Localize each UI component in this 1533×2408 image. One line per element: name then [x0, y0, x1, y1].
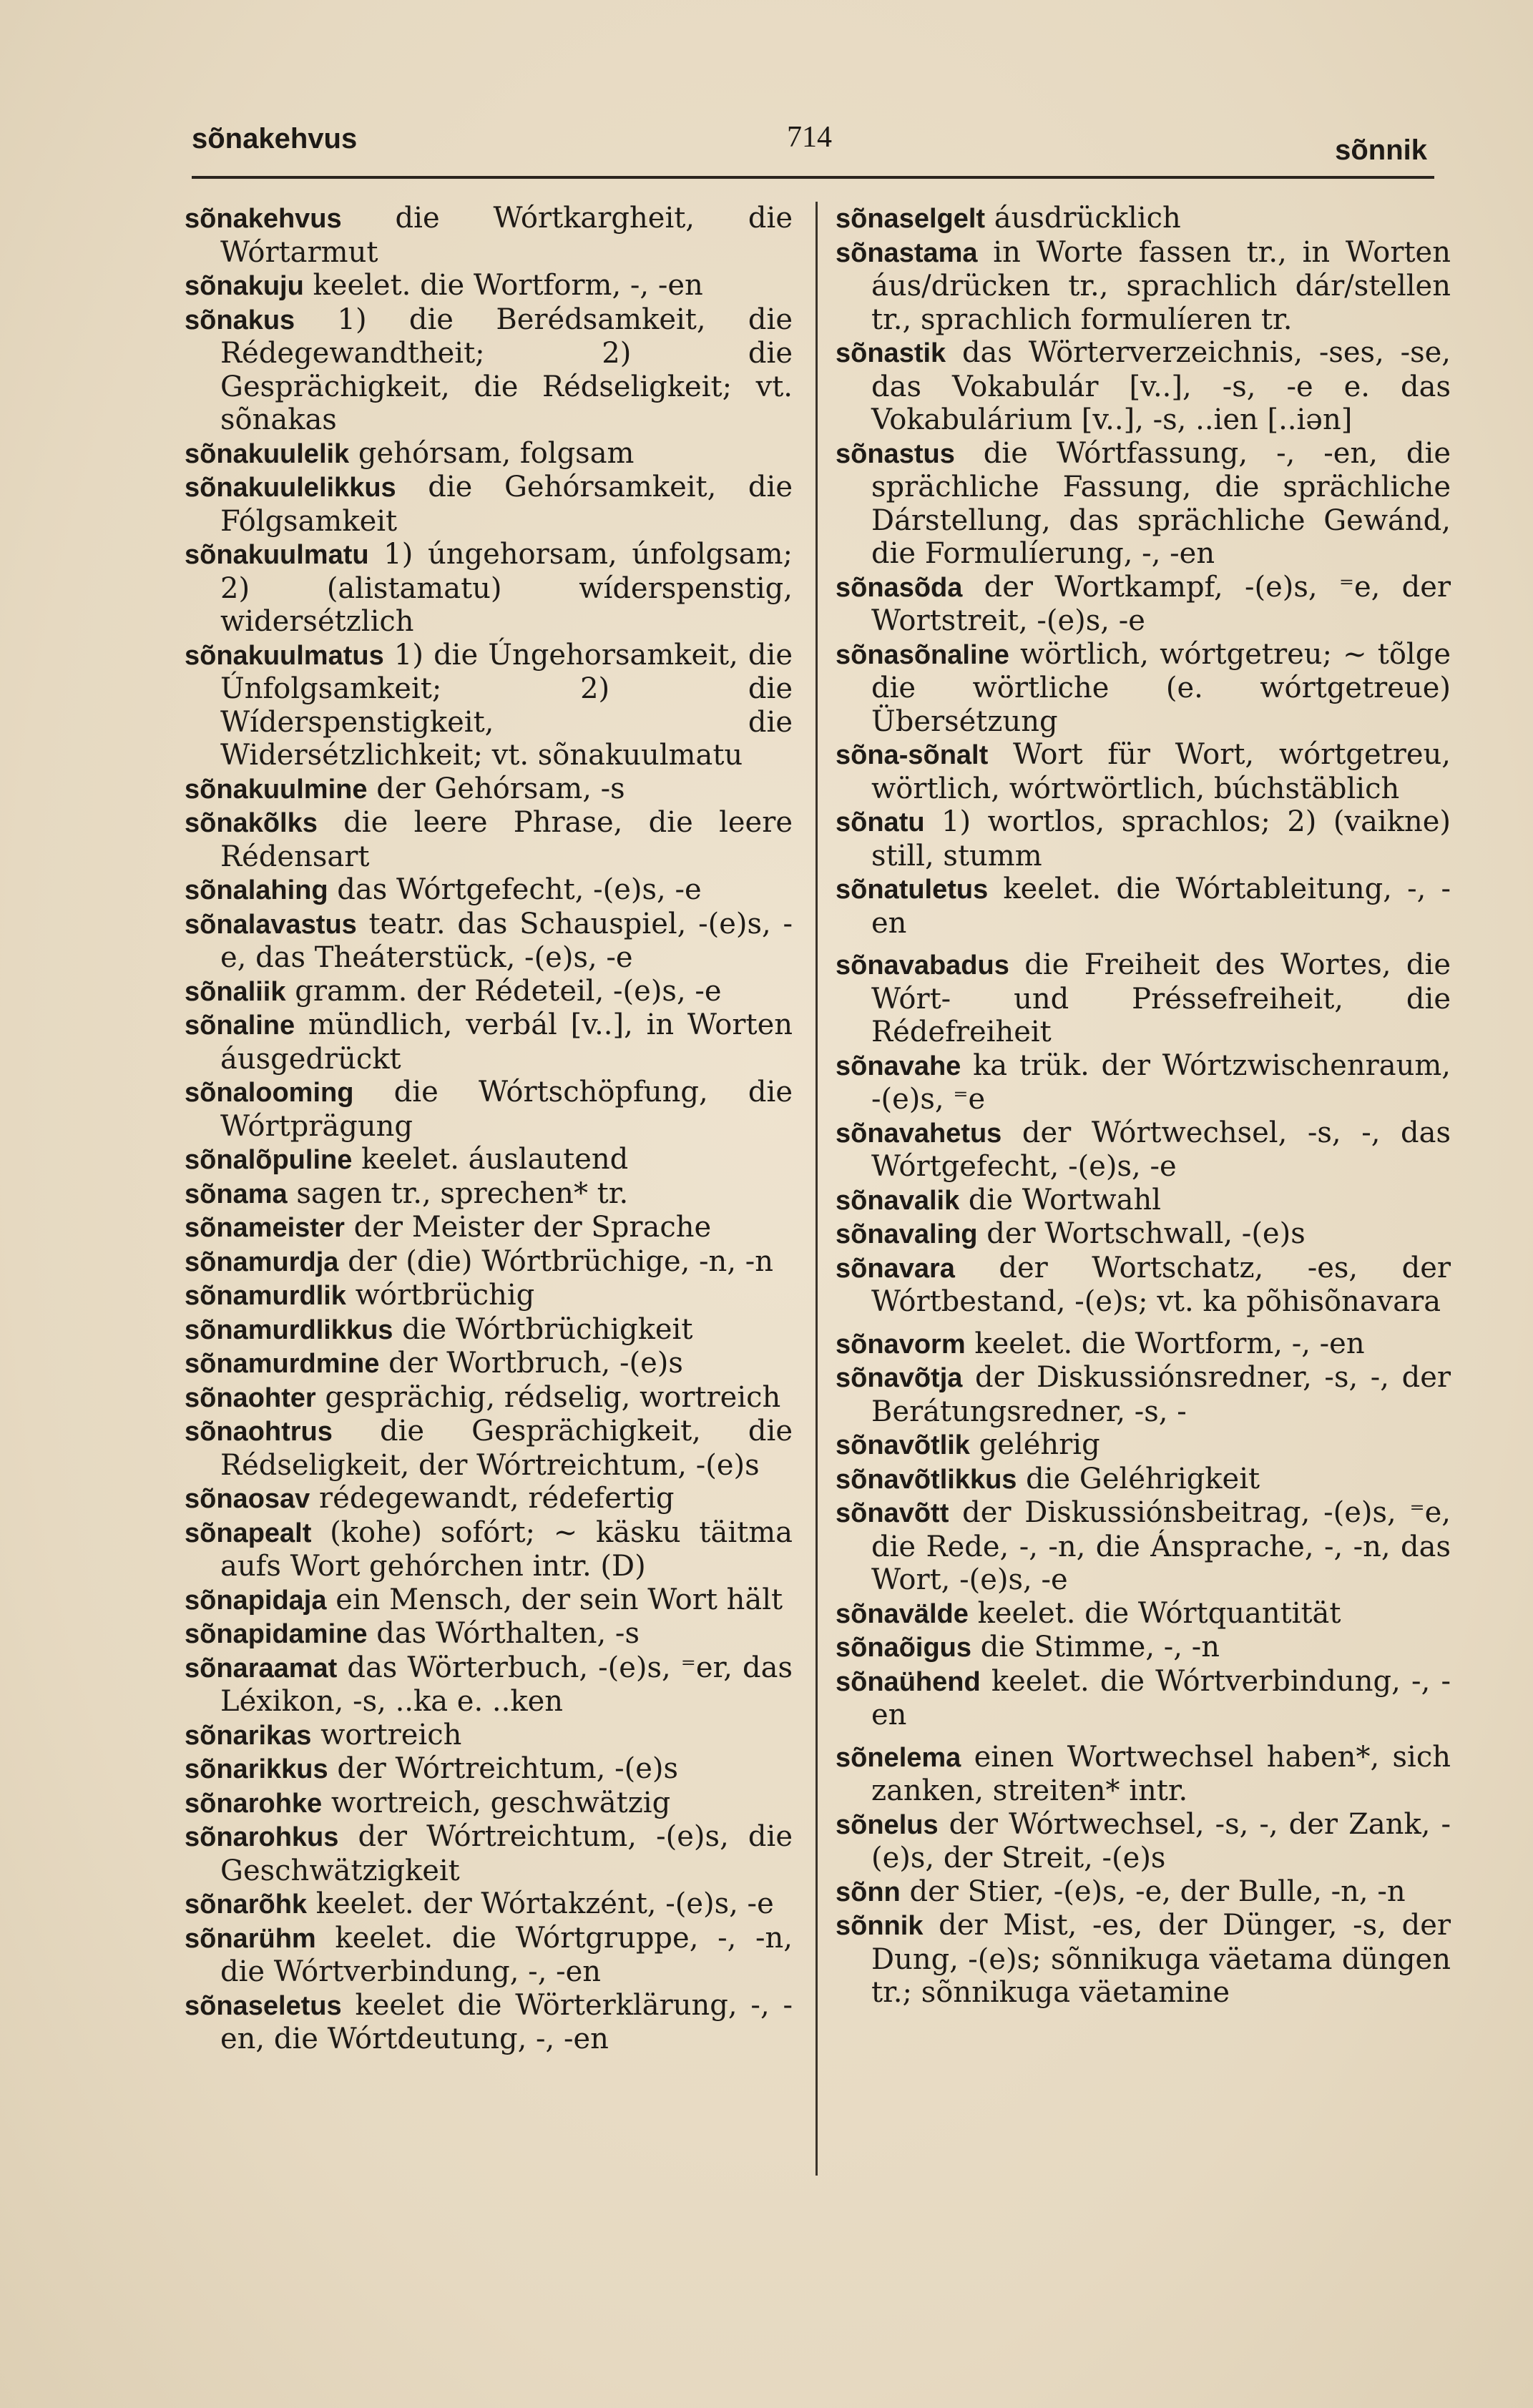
dictionary-entry	[836, 1808, 1451, 1875]
entry-definition: 1) die Berédsamkeit, die Rédegewandtheit; 2) die Gesprächigkeit, die Rédseligkeit; vt. sõnakas	[220, 303, 793, 436]
entry-definition: der Wórtwechsel, -s, -, der Zank, -(e)s, der Streit, -(e)s	[871, 1807, 1451, 1874]
dictionary-entry	[836, 738, 1451, 805]
entry-headword: sõnakus	[185, 305, 295, 335]
entry-headword: sõnakuulelikkus	[185, 473, 396, 503]
entry-definition: keelet. die Wórtableitung, -, -en	[871, 873, 1451, 940]
entry-definition: die leere Phrase, die leere Rédensart	[220, 806, 793, 873]
entry-headword: sõnatuletus	[836, 875, 989, 905]
entry-headword: sõnarõhk	[185, 1889, 308, 1920]
dictionary-entry	[836, 1909, 1451, 2010]
entry-definition: der Wortbruch, -(e)s	[379, 1347, 683, 1380]
page-number: 714	[787, 121, 832, 154]
entry-definition: keelet. die Wórtverbindung, -, -en	[871, 1664, 1451, 1731]
dictionary-entry	[185, 806, 793, 873]
entry-definition: ein Mensch, der sein Wort hält	[326, 1583, 783, 1616]
dictionary-entry	[836, 873, 1451, 940]
dictionary-entry	[185, 1415, 793, 1482]
entry-definition: teatr. das Schauspiel, -(e)s, -e, das Theáterstück, -(e)s, -e	[220, 907, 793, 974]
entry-definition: (kohe) sofórt; ~ käsku täitma aufs Wort gehórchen intr. (D)	[220, 1515, 793, 1583]
dictionary-entry	[836, 1665, 1451, 1732]
dictionary-entry	[185, 1211, 793, 1245]
entry-headword: sõnelus	[836, 1809, 939, 1840]
entry-headword: sõnaohtrus	[185, 1417, 333, 1447]
entry-headword: sõnakuulmatus	[185, 640, 384, 671]
entry-headword: sõnavorm	[836, 1329, 966, 1360]
entry-definition: keelet. die Wortform, -, -en	[303, 269, 703, 302]
right-column	[836, 202, 1451, 2010]
entry-definition: keelet. die Wórtgruppe, -, -n, die Wórtverbindung, -, -en	[220, 1921, 793, 1988]
entry-headword: sõnavõtja	[836, 1363, 963, 1393]
entry-headword: sõnapidamine	[185, 1619, 368, 1649]
dictionary-entry	[836, 1631, 1451, 1665]
dictionary-entry	[185, 1482, 793, 1516]
dictionary-entry	[185, 1381, 793, 1415]
column-divider	[816, 202, 818, 2176]
entry-headword: sõnnik	[836, 1911, 924, 1941]
dictionary-entry	[185, 1820, 793, 1887]
entry-definition: mündlich, verbál [v..], in Worten áusgedrückt	[220, 1008, 793, 1076]
entry-definition: die Gesprächigkeit, die Rédseligkeit, der Wórtreichtum, -(e)s	[220, 1415, 793, 1482]
entry-definition: keelet. áuslautend	[352, 1143, 629, 1176]
dictionary-entry	[185, 269, 793, 303]
dictionary-entry	[185, 1008, 793, 1076]
dictionary-entry	[185, 1177, 793, 1212]
dictionary-entry	[836, 1327, 1451, 1362]
dictionary-entry	[185, 1279, 793, 1313]
dictionary-entry	[836, 1597, 1451, 1631]
entry-headword: sõnavaling	[836, 1219, 978, 1249]
entry-definition: wortreich	[311, 1718, 462, 1751]
dictionary-entry	[836, 202, 1451, 236]
entry-headword: sõnaliik	[185, 976, 286, 1007]
entry-definition: gehórsam, folgsam	[349, 436, 635, 470]
entry-headword: sõnaohter	[185, 1382, 316, 1413]
entry-definition: die Freiheit des Wortes, die Wórt- und Préssefreiheit, die Rédefreiheit	[871, 948, 1451, 1048]
dictionary-entry	[185, 873, 793, 908]
entry-headword: sõnavahe	[836, 1051, 961, 1081]
header-rule	[192, 176, 1434, 179]
dictionary-entry	[185, 1787, 793, 1821]
entry-definition: rédegewandt, rédefertig	[310, 1482, 675, 1515]
entry-definition: der Diskussiónsbeitrag, -(e)s, ⁼e, die Rede, -, -n, die Ánsprache, -, -n, das Wort, -(e)s, -e	[871, 1496, 1451, 1596]
entry-definition: keelet. die Wórtquantität	[968, 1596, 1341, 1630]
entry-definition: der Gehórsam, -s	[367, 772, 625, 805]
entry-definition: die Gehórsamkeit, die Fólgsamkeit	[220, 471, 793, 538]
dictionary-entry	[836, 1741, 1451, 1808]
entry-definition: der Wórtreichtum, -(e)s	[328, 1752, 679, 1785]
entry-definition: der Diskussiónsredner, -s, -, der Berátungsredner, -s, -	[871, 1361, 1451, 1428]
entry-headword: sõnamurdja	[185, 1247, 339, 1277]
entry-definition: der Wórtwechsel, -s, -, das Wórtgefecht, -(e)s, -e	[871, 1116, 1451, 1183]
entry-headword: sõnavõtt	[836, 1498, 949, 1528]
entry-definition: keelet. die Wortform, -, -en	[965, 1327, 1365, 1360]
dictionary-entry	[185, 1245, 793, 1279]
dictionary-entry	[185, 1651, 793, 1719]
dictionary-entry	[185, 303, 793, 437]
entry-definition: der Wortkampf, -(e)s, ⁼e, der Wortstreit, -(e)s, -e	[871, 570, 1451, 637]
entry-headword: sõnakehvus	[185, 204, 342, 234]
dictionary-entry	[836, 1049, 1451, 1116]
entry-headword: sõnavara	[836, 1253, 955, 1284]
dictionary-entry	[185, 639, 793, 772]
entry-headword: sõnalahing	[185, 875, 328, 905]
entry-headword: sõnamurdmine	[185, 1349, 380, 1379]
dictionary-entry	[185, 1887, 793, 1922]
entry-definition: der Wortschatz, -es, der Wórtbestand, -(e)s; vt. ka põhisõnavara	[871, 1251, 1451, 1318]
dictionary-entry	[836, 437, 1451, 571]
dictionary-entry	[185, 1617, 793, 1651]
entry-definition: áusdrücklich	[985, 202, 1181, 235]
entry-definition: die Wórtkargheit, die Wórtarmut	[220, 202, 793, 269]
dictionary-entry	[185, 1752, 793, 1787]
entry-definition: ka trük. der Wórtzwischenraum, -(e)s, ⁼e	[871, 1048, 1451, 1116]
right-guide-word: sõnnik	[1335, 134, 1427, 166]
entry-definition: der Wortschwall, -(e)s	[977, 1217, 1306, 1250]
entry-definition: das Wórthalten, -s	[367, 1617, 640, 1650]
entry-definition: die Wórtschöpfung, die Wórtprägung	[220, 1076, 793, 1143]
entry-headword: sõnalõpuline	[185, 1145, 353, 1175]
entry-headword: sõnavabadus	[836, 950, 1009, 981]
entry-definition: Wort für Wort, wórtgetreu, wörtlich, wórtwörtlich, búchstäblich	[871, 738, 1451, 805]
entry-definition: der (die) Wórtbrüchige, -n, -n	[338, 1244, 774, 1278]
entry-definition: die Stimme, -, -n	[971, 1631, 1220, 1664]
dictionary-entry	[836, 1217, 1451, 1252]
entry-definition: wórtbrüchig	[346, 1279, 535, 1312]
entry-headword: sõnalooming	[185, 1078, 354, 1108]
entry-headword: sõnakõlks	[185, 808, 318, 838]
entry-headword: sõnaseletus	[185, 1990, 342, 2021]
entry-definition: der Wórtreichtum, -(e)s, die Geschwätzigkeit	[220, 1820, 793, 1887]
dictionary-entry	[185, 1347, 793, 1381]
entry-headword: sõnakuju	[185, 271, 304, 301]
dictionary-entry	[185, 1719, 793, 1753]
dictionary-entry	[836, 336, 1451, 437]
entry-definition: in Worte fassen tr., in Worten áus/drücken tr., sprachlich dár/stellen tr., sprachlich formulíeren tr.	[871, 235, 1451, 336]
entry-headword: sõnapidaja	[185, 1585, 327, 1616]
entry-headword: sõnavahetus	[836, 1118, 1002, 1149]
dictionary-entry	[836, 1428, 1451, 1463]
entry-definition: geléhrig	[969, 1428, 1100, 1461]
entry-definition: gesprächig, rédselig, wortreich	[315, 1380, 781, 1414]
dictionary-entry	[836, 1463, 1451, 1497]
entry-definition: der Mist, -es, der Dünger, -s, der Dung, -(e)s; sõnnikuga väetama düngen tr.; sõnnikuga väetamine	[871, 1909, 1451, 2009]
dictionary-entry	[836, 1496, 1451, 1597]
entry-definition: 1) die Úngehorsamkeit, die Únfolgsamkeit; 2) die Wíderspenstigkeit, die Widersétzlichkeit; vt. sõnakuulmatu	[220, 638, 793, 772]
entry-headword: sõnavõtlik	[836, 1430, 970, 1460]
entry-definition: wörtlich, wórtgetreu; ~ tõlge die wörtliche (e. wórtgetreue) Übersétzung	[871, 637, 1451, 738]
dictionary-entry	[836, 638, 1451, 739]
entry-headword: sõnelema	[836, 1742, 961, 1773]
entry-headword: sõnaõigus	[836, 1633, 972, 1663]
dictionary-entry	[185, 437, 793, 471]
dictionary-entry	[185, 975, 793, 1009]
entry-definition: 1) úngehorsam, únfolgsam; 2) (alistamatu) wíderspenstig, widersétzlich	[220, 538, 793, 638]
entry-definition: einen Wortwechsel haben*, sich zanken, streiten* intr.	[871, 1740, 1451, 1807]
entry-headword: sõnamurdlikkus	[185, 1314, 393, 1345]
dictionary-entry	[185, 202, 793, 269]
dictionary-entry	[185, 1922, 793, 1989]
entry-headword: sõnameister	[185, 1213, 345, 1243]
entry-definition: die Wórtfassung, -, -en, die sprächliche Fassung, die sprächliche Dárstellung, das sprächliche Gewánd, die Formulíerung, -, -en	[871, 436, 1451, 570]
entry-definition: das Wörterbuch, -(e)s, ⁼er, das Léxikon, -s, ..ka e. ..ken	[220, 1651, 793, 1718]
entry-headword: sõnastik	[836, 338, 946, 368]
entry-headword: sõnastama	[836, 237, 978, 268]
entry-headword: sõnarikkus	[185, 1754, 328, 1784]
entry-headword: sõna-sõnalt	[836, 740, 989, 770]
dictionary-entry	[185, 1143, 793, 1177]
dictionary-entry	[185, 471, 793, 538]
entry-headword: sõnakuulmatu	[185, 540, 369, 570]
entry-headword: sõnaosav	[185, 1484, 310, 1514]
entry-headword: sõnasõda	[836, 572, 963, 603]
entry-definition: wortreich, geschwätzig	[322, 1786, 671, 1819]
dictionary-entry	[836, 1116, 1451, 1184]
entry-headword: sõnatu	[836, 807, 925, 837]
running-head	[192, 120, 1427, 166]
entry-headword: sõnakuulelik	[185, 438, 350, 469]
dictionary-entry	[185, 1583, 793, 1618]
entry-definition: der Stier, -(e)s, -e, der Bulle, -n, -n	[900, 1874, 1406, 1908]
entry-headword: sõnaühend	[836, 1666, 981, 1697]
entry-headword: sõnarohke	[185, 1788, 323, 1819]
dictionary-entry	[836, 948, 1451, 1049]
entry-headword: sõnalavastus	[185, 909, 357, 940]
dictionary-entry	[185, 772, 793, 807]
dictionary-entry	[836, 571, 1451, 638]
entry-definition: das Wörterverzeichnis, -ses, -se, das Vokabulár [v..], -s, -e e. das Vokabulárium [v..], -s, ..ien [..iən]	[871, 336, 1451, 436]
entry-headword: sõnama	[185, 1179, 288, 1209]
entry-headword: sõnastus	[836, 438, 955, 469]
entry-definition: der Meister der Sprache	[344, 1211, 712, 1244]
entry-headword: sõnamurdlik	[185, 1281, 346, 1311]
entry-headword: sõnakuulmine	[185, 774, 368, 805]
dictionary-entry	[836, 1361, 1451, 1428]
dictionary-entry	[836, 1184, 1451, 1218]
entry-headword: sõnavälde	[836, 1598, 969, 1629]
entry-headword: sõnapealt	[185, 1518, 312, 1548]
entry-headword: sõnaraamat	[185, 1653, 338, 1684]
dictionary-entry	[185, 1989, 793, 2056]
entry-headword: sõnaline	[185, 1011, 295, 1041]
entry-definition: das Wórtgefecht, -(e)s, -e	[328, 873, 702, 906]
left-guide-word: sõnakehvus	[192, 123, 358, 154]
entry-headword: sõnavalik	[836, 1185, 960, 1216]
entry-definition: keelet die Wörterklärung, -, -en, die Wórtdeutung, -, -en	[220, 1988, 793, 2055]
dictionary-entry	[185, 1313, 793, 1347]
entry-definition: 1) wortlos, sprachlos; 2) (vaikne) still, stumm	[871, 805, 1451, 873]
entry-definition: die Wortwahl	[959, 1183, 1162, 1217]
dictionary-entry	[185, 1076, 793, 1143]
entry-headword: sõnaselgelt	[836, 204, 986, 234]
dictionary-entry	[836, 1252, 1451, 1319]
entry-headword: sõnarohkus	[185, 1822, 339, 1852]
entry-definition: keelet. der Wórtakzént, -(e)s, -e	[307, 1887, 774, 1920]
entry-headword: sõnasõnaline	[836, 639, 1009, 670]
entry-headword: sõnarikas	[185, 1720, 312, 1751]
entry-definition: sagen tr., sprechen* tr.	[287, 1176, 629, 1210]
entry-headword: sõnn	[836, 1877, 901, 1907]
entry-definition: gramm. der Rédeteil, -(e)s, -e	[285, 974, 722, 1008]
dictionary-entry	[836, 805, 1451, 873]
dictionary-entry	[185, 1516, 793, 1583]
entry-headword: sõnarühm	[185, 1923, 316, 1954]
entry-definition: die Geléhrigkeit	[1017, 1462, 1260, 1495]
dictionary-entry	[185, 538, 793, 639]
entry-definition: die Wórtbrüchigkeit	[393, 1312, 693, 1346]
left-column	[185, 202, 793, 2056]
dictionary-entry	[836, 1875, 1451, 1910]
entry-headword: sõnavõtlikkus	[836, 1464, 1017, 1495]
dictionary-entry	[836, 236, 1451, 337]
dictionary-entry	[185, 908, 793, 975]
